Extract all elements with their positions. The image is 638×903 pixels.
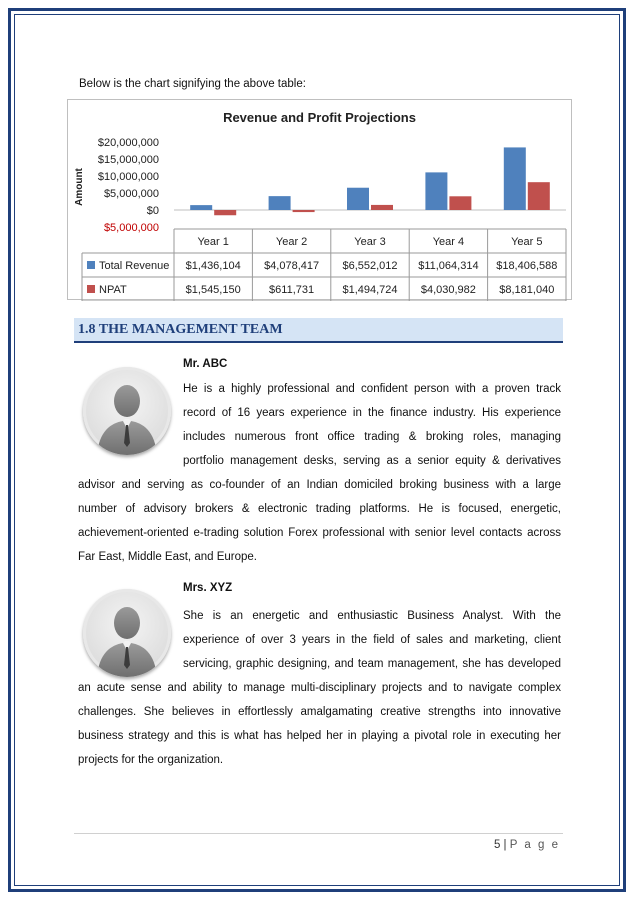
x-tick-label: Year 1 xyxy=(197,236,229,248)
bio-line: projects for the organization. xyxy=(78,754,224,766)
bar-total-revenue-year-2 xyxy=(269,196,291,210)
bar-total-revenue-year-5 xyxy=(504,147,526,210)
footer-separator: | xyxy=(503,839,507,851)
data-label: $1,494,724 xyxy=(342,284,398,296)
bio-line: advisor and serving as co-founder of an Indian domiciled broking business with a large xyxy=(78,479,561,491)
bio-line: He is a highly professional and confident person with a proven track xyxy=(183,383,561,395)
bar-total-revenue-year-3 xyxy=(347,188,369,210)
bar-npat-year-2 xyxy=(293,210,315,212)
page-footer xyxy=(494,839,560,851)
bio-line: business strategy and this is what has helped her in playing a pivotal role in executing her xyxy=(78,730,561,742)
bio-line: experience of over 3 years in the field of sales and marketing, client xyxy=(183,634,561,646)
data-label: $4,030,982 xyxy=(420,284,476,296)
chart-svg xyxy=(68,100,573,301)
bio-line: number of advisory brokers & electronic trading platforms. He is focused, energetic, xyxy=(78,503,561,515)
bio-line: includes numerous front office trading & broking roles, managing xyxy=(183,431,561,443)
data-label: $1,436,104 xyxy=(185,260,241,272)
bar-total-revenue-year-4 xyxy=(425,172,447,210)
legend-swatch xyxy=(87,261,95,269)
data-label: $1,545,150 xyxy=(185,284,241,296)
data-label: $4,078,417 xyxy=(264,260,320,272)
person-bio-intro xyxy=(183,604,561,676)
legend-label: Total Revenue xyxy=(99,260,170,272)
person-silhouette-icon xyxy=(83,367,171,455)
bio-line: record of 16 years experience in the finance industry. His experience xyxy=(183,407,561,419)
bar-npat-year-5 xyxy=(528,182,550,210)
x-tick-label: Year 3 xyxy=(354,236,386,248)
person-name: Mrs. XYZ xyxy=(183,582,233,594)
bio-line: challenges. She believes in effortlessly amalgamating creative strengths into innovative xyxy=(78,706,561,718)
chart-title: Revenue and Profit Projections xyxy=(223,110,416,125)
data-label: $6,552,012 xyxy=(342,260,398,272)
data-label: $8,181,040 xyxy=(499,284,555,296)
x-tick-label: Year 4 xyxy=(432,236,465,248)
person-silhouette-icon xyxy=(83,589,171,677)
bio-line: an acute sense and ability to manage multi-disciplinary projects and to navigate complex xyxy=(78,682,561,694)
section-header xyxy=(74,318,563,343)
y-tick-label: $10,000,000 xyxy=(97,171,159,183)
avatar-mr-abc xyxy=(83,367,171,455)
legend-label: NPAT xyxy=(99,284,127,296)
person-bio-rest xyxy=(78,473,561,569)
section-title: 1.8 THE MANAGEMENT TEAM xyxy=(78,322,283,337)
bio-line: servicing, graphic designing, and team management, she has developed xyxy=(183,658,561,670)
person-bio-rest xyxy=(78,676,561,772)
x-tick-label: Year 2 xyxy=(275,236,308,248)
bio-line: Far East, Middle East, and Europe. xyxy=(78,551,257,563)
legend-swatch xyxy=(87,285,95,293)
y-tick-label: $15,000,000 xyxy=(97,154,159,166)
avatar-mrs-xyz xyxy=(83,589,171,677)
bio-line: achievement-oriented e-trading solution Forex professional with senior level contacts across xyxy=(78,527,561,539)
intro-text: Below is the chart signifying the above table: xyxy=(79,78,306,90)
bar-npat-year-4 xyxy=(449,196,471,210)
bio-line: She is an energetic and enthusiastic Business Analyst. With the xyxy=(183,610,561,622)
bar-npat-year-3 xyxy=(371,205,393,210)
bar-npat-year-1 xyxy=(214,210,236,215)
y-axis-label: Amount xyxy=(74,168,85,206)
footer-rule xyxy=(74,833,563,834)
page-number: 5 xyxy=(493,839,501,851)
person-bio-intro xyxy=(183,377,561,473)
x-tick-label: Year 5 xyxy=(511,236,543,248)
y-tick-label: $5,000,000 xyxy=(103,188,159,200)
data-label: $611,731 xyxy=(269,284,315,296)
y-tick-label: $20,000,000 xyxy=(97,137,159,149)
bio-line: portfolio management desks, serving as a senior equity & derivatives xyxy=(183,455,561,467)
bar-total-revenue-year-1 xyxy=(190,205,212,210)
data-label: $11,064,314 xyxy=(418,260,479,272)
person-name: Mr. ABC xyxy=(183,358,228,370)
y-tick-label: $0 xyxy=(146,205,159,217)
chart-container xyxy=(67,99,572,300)
y-tick-label: $5,000,000 xyxy=(103,222,159,234)
data-label: $18,406,588 xyxy=(496,260,558,272)
page-word: P a g e xyxy=(509,839,560,851)
